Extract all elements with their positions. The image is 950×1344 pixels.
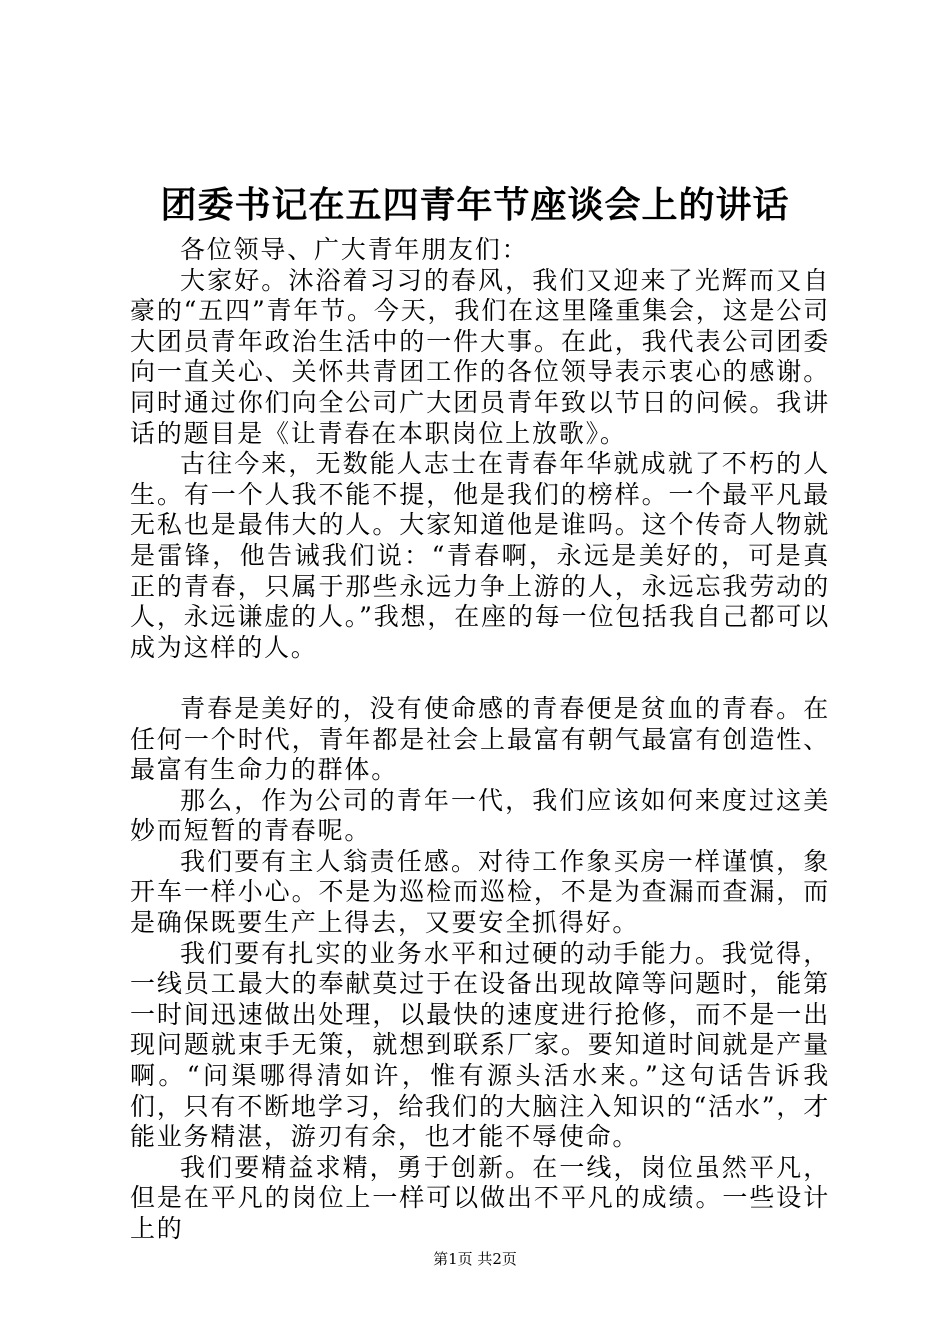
page-number-footer: 第1页 共2页 <box>433 1250 517 1268</box>
body-paragraph: 青春是美好的，没有使命感的青春便是贫血的青春。在任何一个时代，青年都是社会上最富有朝气最富有创造性、最富有生命力的群体。 <box>130 693 830 785</box>
salutation-paragraph: 各位领导、广大青年朋友们： <box>180 235 529 264</box>
body-paragraph: 大家好。沐浴着习习的春风，我们又迎来了光辉而又自豪的“五四”青年节。今天，我们在这里隆重集会，这是公司大团员青年政治生活中的一件大事。在此，我代表公司团委向一直关心、关怀共青团工作的各位领导表示衷心的感谢。同时通过你们向全公司广大团员青年致以节日的问候。我讲话的题目是《让青春在本职岗位上放歌》。 <box>130 265 830 448</box>
document-title: 团委书记在五四青年节座谈会上的讲话 <box>160 184 790 226</box>
body-paragraph: 我们要精益求精，勇于创新。在一线，岗位虽然平凡，但是在平凡的岗位上一样可以做出不平凡的成绩。一些设计上的 <box>130 1152 830 1243</box>
body-paragraph: 我们要有主人翁责任感。对待工作象买房一样谨慎，象开车一样小心。不是为巡检而巡检，不是为查漏而查漏，而是确保既要生产上得去，又要安全抓得好。 <box>130 846 830 938</box>
body-paragraph: 我们要有扎实的业务水平和过硬的动手能力。我觉得，一线员工最大的奉献莫过于在设备出现故障等问题时，能第一时间迅速做出处理，以最快的速度进行抢修，而不是一出现问题就束手无策，就想到联系厂家。要知道时间就是产量啊。“问渠哪得清如许，惟有源头活水来。”这句话告诉我们，只有不断地学习，给我们的大脑注入知识的“活水”，才能业务精湛，游刃有余，也才能不辱使命。 <box>130 938 830 1152</box>
document-body <box>130 235 830 1245</box>
body-paragraph: 古往今来，无数能人志士在青春年华就成就了不朽的人生。有一个人我不能不提，他是我们的榜样。一个最平凡最无私也是最伟大的人。大家知道他是谁吗。这个传奇人物就是雷锋，他告诫我们说：“青春啊，永远是美好的，可是真正的青春，只属于那些永远力争上游的人，永远忘我劳动的人，永远谦虚的人。”我想，在座的每一位包括我自己都可以成为这样的人。 <box>130 449 830 662</box>
body-paragraph: 那么，作为公司的青年一代，我们应该如何来度过这美妙而短暂的青春呢。 <box>130 785 830 846</box>
